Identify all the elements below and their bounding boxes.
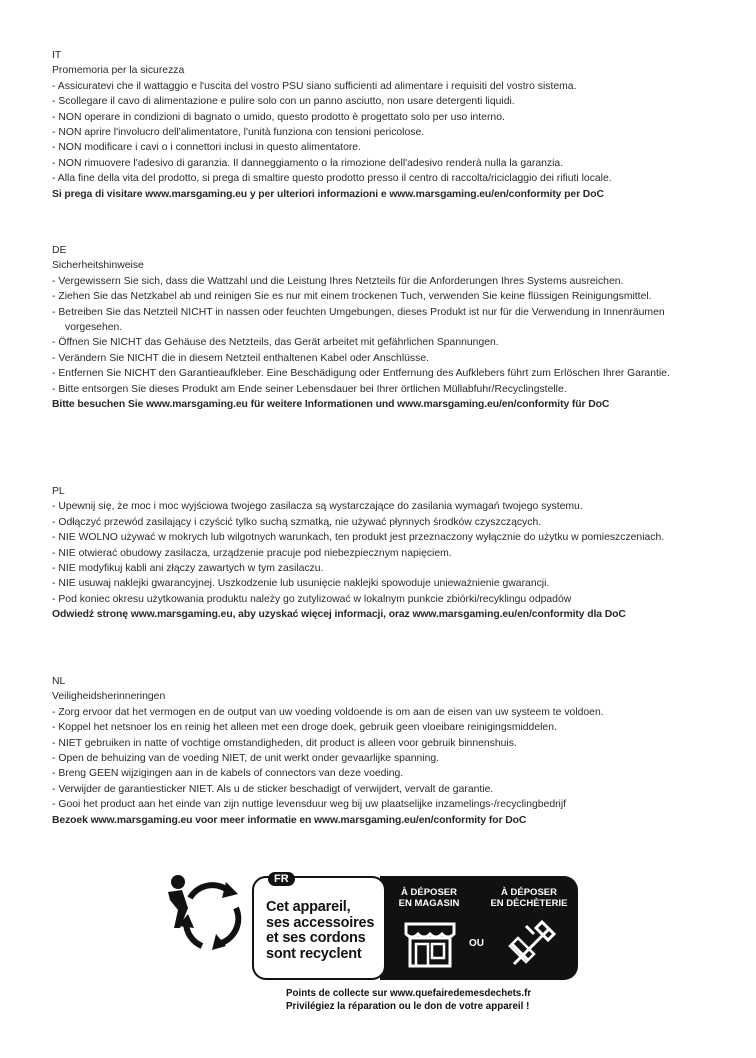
language-code: PL bbox=[52, 486, 65, 497]
section-footer: Bezoek www.marsgaming.eu voor meer informatie en www.marsgaming.eu/en/conformity for DoC bbox=[52, 814, 527, 826]
list-item: - Entfernen Sie NICHT den Garantieaufkleber. Eine Beschädigung oder Entfernung des Aufklebers führt zum Erlöschen Ihrer Garantie. bbox=[52, 366, 712, 381]
list-item: - NON rimuovere l'adesivo di garanzia. Il danneggiamento o la rimozione dell'adesivo renderà nulla la garanzia. bbox=[52, 156, 612, 171]
list-item: - Koppel het netsnoer los en reinig het alleen met een droge doek, gebruik geen vloeibare reinigingsmiddelen. bbox=[52, 720, 604, 735]
section-nl bbox=[52, 674, 604, 828]
list-item: - NIET gebruiken in natte of vochtige omstandigheden, dit product is alleen voor gebruik binnenshuis. bbox=[52, 736, 604, 751]
recycling-center-icon bbox=[504, 914, 560, 975]
shop-icon bbox=[402, 914, 458, 975]
list-item: - NIE otwierać obudowy zasilacza, urządzenie pracuje pod niebezpiecznym napięciem. bbox=[52, 546, 664, 561]
recycle-statement: Cet appareil, ses accessoires et ses cordons sont recyclent bbox=[266, 899, 375, 962]
list-item: - Vergewissern Sie sich, dass die Wattzahl und die Leistung Ihres Netzteils für die Anforderungen Ihres Systems ausreichen. bbox=[52, 274, 712, 289]
section-de bbox=[52, 243, 712, 412]
section-footer: Odwiedź stronę www.marsgaming.eu, aby uzyskać więcej informacji, oraz www.marsgaming.eu/en/conformity dla DoC bbox=[52, 609, 626, 621]
safety-list bbox=[52, 79, 612, 187]
section-title: Sicherheitshinweise bbox=[52, 260, 144, 272]
list-item: - Betreiben Sie das Netzteil NICHT in nassen oder feuchten Umgebungen, dieses Produkt ist nur für die Verwendung in Innenräumen vorgesehen. bbox=[52, 305, 712, 336]
list-item: - NON aprire l'involucro dell'alimentatore, l'unità funziona con tensioni pericolose. bbox=[52, 125, 612, 140]
section-it bbox=[52, 48, 612, 202]
language-code: IT bbox=[52, 50, 62, 61]
list-item: - NIE WOLNO używać w mokrych lub wilgotnych warunkach, ten produkt jest przeznaczony wyłącznie do użytku w pomieszczeniach. bbox=[52, 530, 664, 545]
list-item: - Scollegare il cavo di alimentazione e pulire solo con un panno asciutto, non usare detergenti liquidi. bbox=[52, 94, 612, 109]
deposit-center-label: À DÉPOSER EN DÉCHÈTERIE bbox=[490, 887, 568, 909]
list-item: - Gooi het product aan het einde van zijn nuttige levensduur weg bij uw plaatselijke inzamelings-/recyclingbedrijf bbox=[52, 797, 604, 812]
section-footer: Bitte besuchen Sie www.marsgaming.eu für weitere Informationen und www.marsgaming.eu/en/conformity für DoC bbox=[52, 399, 610, 411]
deposit-shop-label: À DÉPOSER EN MAGASIN bbox=[398, 887, 460, 909]
list-item: - NON modificare i cavi o i connettori inclusi in questo alimentatore. bbox=[52, 140, 612, 155]
list-item: - NIE usuwaj naklejki gwarancyjnej. Uszkodzenie lub usunięcie naklejki spowoduje unieważnienie gwarancji. bbox=[52, 576, 664, 591]
fr-recycling-label bbox=[252, 870, 578, 982]
list-item: - Öffnen Sie NICHT das Gehäuse des Netzteils, das Gerät arbeitet mit gefährlichen Spannungen. bbox=[52, 335, 712, 350]
language-code: DE bbox=[52, 245, 67, 256]
section-title: Promemoria per la sicurezza bbox=[52, 65, 185, 77]
list-item: - Ziehen Sie das Netzkabel ab und reinigen Sie es nur mit einem trockenen Tuch, verwenden Sie keine flüssigen Reinigungsmittel. bbox=[52, 289, 712, 304]
deposit-panel bbox=[380, 876, 578, 980]
list-item: - Pod koniec okresu użytkowania produktu należy go zutylizować w lokalnym punkcie zbiórki/recyklingu odpadów bbox=[52, 592, 664, 607]
list-item: - Assicuratevi che il wattaggio e l'uscita del vostro PSU siano sufficienti ad alimentare i requisiti del vostro sistema. bbox=[52, 79, 612, 94]
recycle-statement-box bbox=[252, 873, 386, 980]
list-item: - Alla fine della vita del prodotto, si prega di smaltire questo prodotto presso il centro di raccolta/riciclaggio dei rifiuti locale. bbox=[52, 171, 612, 186]
safety-list bbox=[52, 705, 604, 813]
list-item: - Odłączyć przewód zasilający i czyścić tylko suchą szmatką, nie używać płynnych środków czyszczących. bbox=[52, 515, 664, 530]
list-item: - Verändern Sie NICHT die in diesem Netzteil enthaltenen Kabel oder Anschlüsse. bbox=[52, 351, 712, 366]
list-item: - Breng GEEN wijzigingen aan in de kabels of connectors van deze voeding. bbox=[52, 766, 604, 781]
section-title: Veiligheidsherinneringen bbox=[52, 691, 166, 703]
list-item: - Verwijder de garantiesticker NIET. Als u de sticker beschadigt of verwijdert, vervalt de garantie. bbox=[52, 782, 604, 797]
triman-recycle-icon bbox=[160, 870, 244, 960]
list-item: - Open de behuizing van de voeding NIET, de unit werkt onder gevaarlijke spanning. bbox=[52, 751, 604, 766]
section-pl bbox=[52, 484, 664, 623]
language-code: NL bbox=[52, 676, 66, 687]
list-item: - NIE modyfikuj kabli ani złączy zawartych w tym zasilaczu. bbox=[52, 561, 664, 576]
list-item: - Upewnij się, że moc i moc wyjściowa twojego zasilacza są wystarczające do zasilania wymagań twojego systemu. bbox=[52, 499, 664, 514]
or-label: OU bbox=[469, 938, 484, 949]
list-item: - Zorg ervoor dat het vermogen en de output van uw voeding voldoende is om aan de eisen van uw systeem te voldoen. bbox=[52, 705, 604, 720]
safety-list bbox=[52, 499, 664, 607]
list-item: - Bitte entsorgen Sie dieses Produkt am Ende seiner Lebensdauer bei Ihrer örtlichen Müllabfuhr/Recyclingstelle. bbox=[52, 382, 712, 397]
collection-note: Points de collecte sur www.quefairedemesdechets.fr Privilégiez la réparation ou le don de votre appareil ! bbox=[286, 988, 532, 1012]
section-footer: Si prega di visitare www.marsgaming.eu y per ulteriori informazioni e www.marsgaming.eu/en/conformity per DoC bbox=[52, 188, 604, 200]
safety-list bbox=[52, 274, 712, 397]
list-item: - NON operare in condizioni di bagnato o umido, questo prodotto è progettato solo per uso interno. bbox=[52, 110, 612, 125]
country-badge: FR bbox=[268, 872, 295, 886]
